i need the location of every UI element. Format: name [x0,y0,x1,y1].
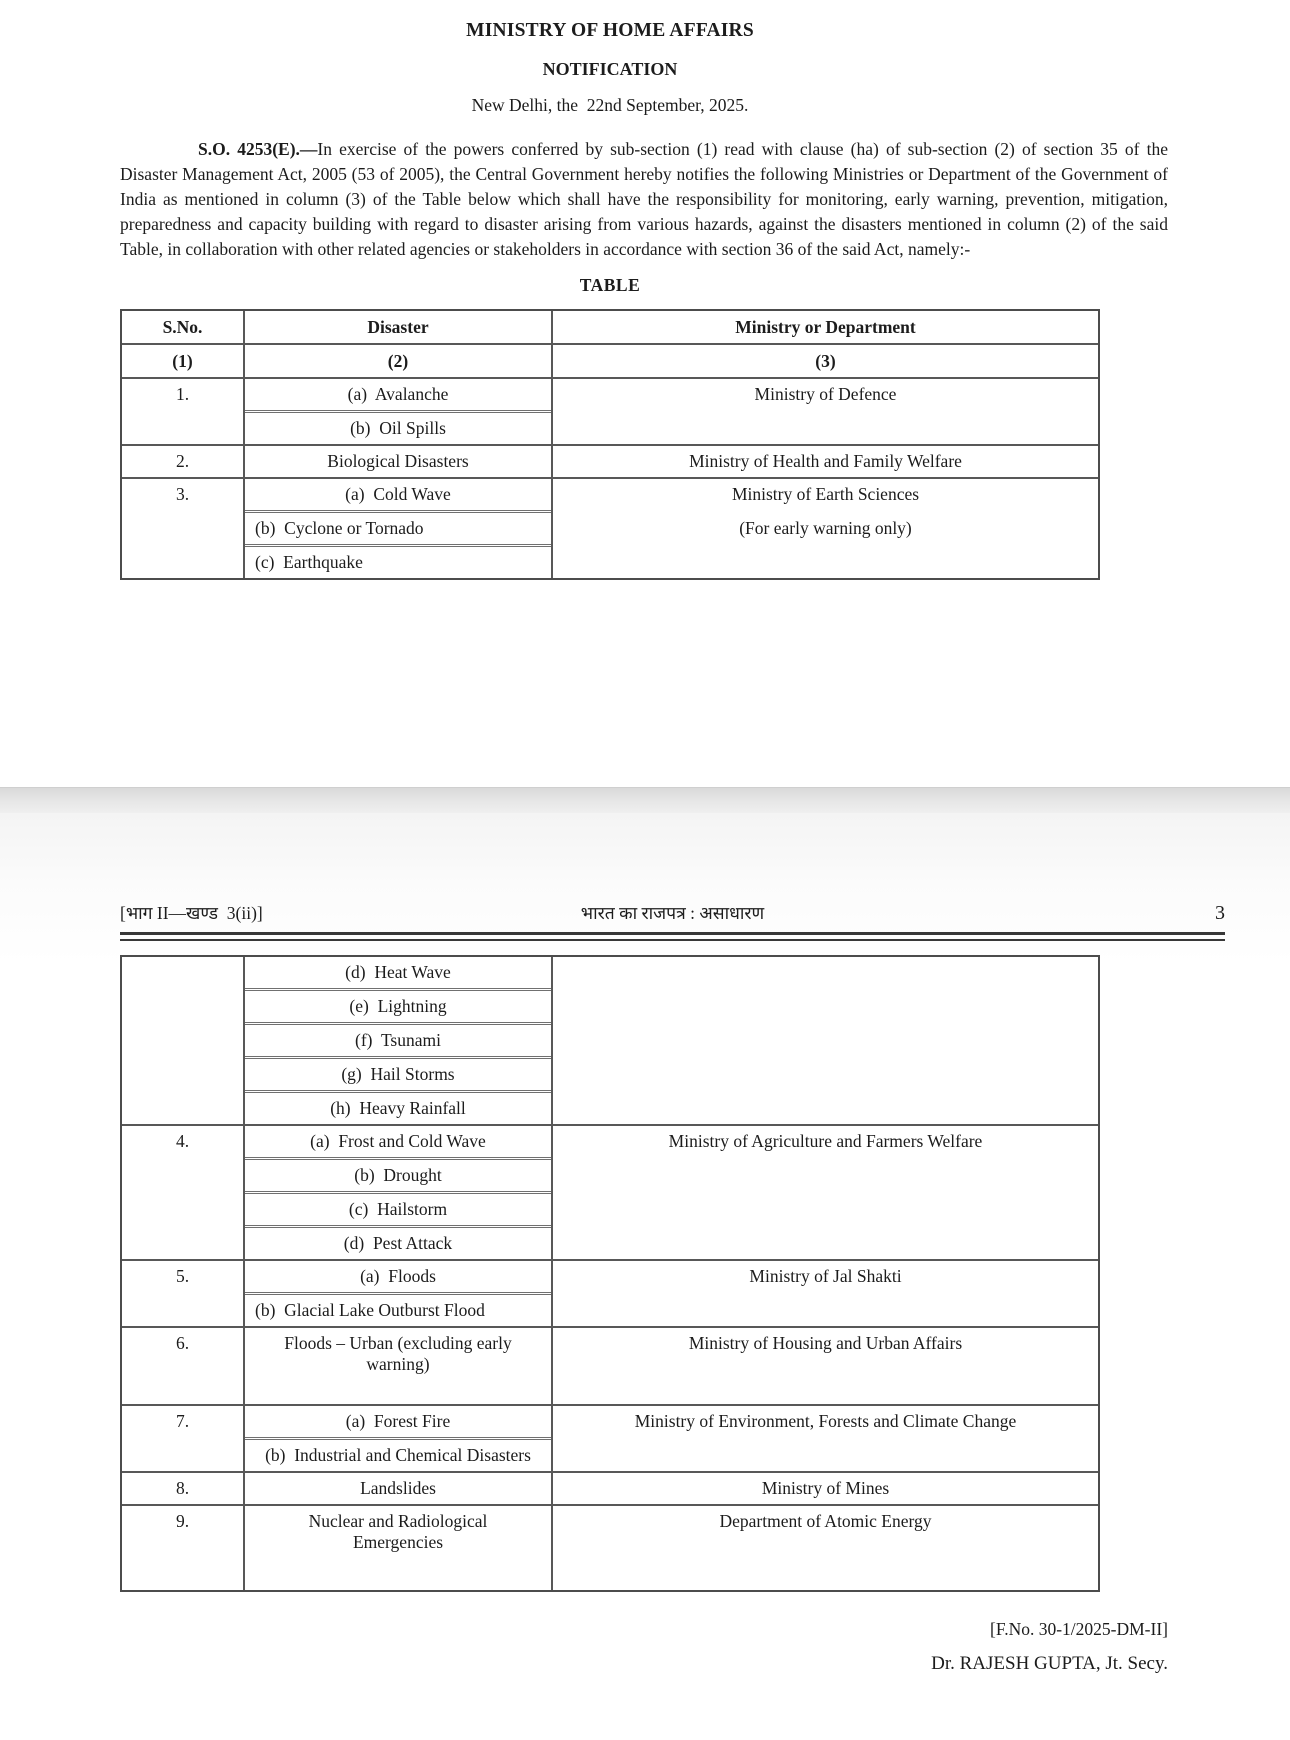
header-ministry: Ministry or Department [735,317,916,337]
row1-disasters [245,379,553,444]
row5-ministry: Ministry of Jal Shakti [749,1266,902,1286]
row4-ministry: Ministry of Agriculture and Farmers Welfare [668,1131,983,1151]
row3-sno: 3. [122,479,245,578]
row4-sno: 4. [122,1126,245,1259]
row7-sno: 7. [122,1406,245,1471]
row3cont-sno-empty [122,957,245,1124]
row3cont-disasters [245,957,553,1124]
row8-ministry: Ministry of Mines [761,1478,890,1498]
row3-item-f: (f) Tsunami [245,1022,551,1056]
row7-item-b: (b) Industrial and Chemical Disasters [245,1437,551,1471]
colnum-2: (2) [245,345,553,377]
disaster-table-page1 [120,309,1100,580]
row1-item-a: (a) Avalanche [347,384,449,404]
disaster-table-page2 [120,955,1100,1592]
gazette-page-2 [0,813,1290,1740]
row3-item-b: (b) Cyclone or Tornado [245,510,551,544]
row1-item-b: (b) Oil Spills [245,410,551,444]
document-footer [120,1619,1168,1675]
row9-sno: 9. [122,1506,245,1590]
row5-item-b: (b) Glacial Lake Outburst Flood [245,1292,551,1326]
row3-item-c: (c) Earthquake [245,544,551,578]
table-row-3 [122,477,1098,578]
row1-sno: 1. [122,379,245,444]
file-number: [F.No. 30-1/2025-DM-II] [990,1619,1168,1639]
row6-disaster: Floods – Urban (excluding early warning) [245,1328,553,1404]
row9-ministry: Department of Atomic Energy [719,1511,932,1531]
paragraph-body: In exercise of the powers conferred by sub-section (1) read with clause (ha) of sub-section (2) of section 35 of the Disaster Management Act, 2005 (53 of 2005), the Central Government hereby notifies the following Ministries or Department of the Government of India as mentioned in column (3) of the Table below which shall have the responsibility for monitoring, early warning, prevention, mitigation, preparedness and capacity building with regard to disaster arising from various hazards, against the disasters mentioned in column (2) of the said Table, in collaboration with other related agencies or stakeholders in accordance with section 36 of the said Act, namely:- [120,139,1168,259]
row5-sno: 5. [122,1261,245,1326]
row5-item-a: (a) Floods [360,1266,436,1286]
table-row-7 [122,1404,1098,1471]
table-row-6 [122,1326,1098,1404]
table-row-8 [122,1471,1098,1504]
notification-heading: NOTIFICATION [542,59,678,79]
notification-paragraph [120,137,1168,262]
row6-sno: 6. [122,1328,245,1404]
page-number: 3 [1215,902,1226,924]
header-gazette-title: भारत का राजपत्र : असाधारण [580,903,765,923]
row4-item-b: (b) Drought [245,1157,551,1191]
row3-ministry-line2: (For early warning only) [739,518,912,538]
header-part-section: [भाग II—खण्ड 3(ii)] [120,903,263,923]
row3-item-d: (d) Heat Wave [345,962,451,982]
row4-item-d: (d) Pest Attack [245,1225,551,1259]
signatory-name: Dr. RAJESH GUPTA, Jt. Secy. [931,1653,1168,1674]
row1-ministry: Ministry of Defence [754,384,897,404]
gazette-page-1 [0,0,1290,787]
so-number: S.O. 4253(E).— [198,139,318,159]
ministry-title: MINISTRY OF HOME AFFAIRS [466,20,754,41]
table-row-5 [122,1259,1098,1326]
row3-item-a: (a) Cold Wave [345,484,451,504]
row3-item-g: (g) Hail Storms [245,1056,551,1090]
row6-ministry: Ministry of Housing and Urban Affairs [688,1333,963,1353]
table-header-row [122,311,1098,343]
place-date-line: New Delhi, the 22nd September, 2025. [471,95,749,115]
row2-disaster: Biological Disasters [245,446,553,477]
row2-sno: 2. [122,446,245,477]
colnum-1: (1) [122,345,245,377]
row4-disasters [245,1126,553,1259]
row8-sno: 8. [122,1473,245,1504]
column-number-row [122,343,1098,377]
row7-ministry: Ministry of Environment, Forests and Climate Change [634,1411,1017,1431]
row7-item-a: (a) Forest Fire [345,1411,451,1431]
row5-disasters [245,1261,553,1326]
header-double-rule [120,932,1225,941]
table-row-9 [122,1504,1098,1590]
row7-disasters [245,1406,553,1471]
gazette-running-header [120,901,1225,925]
table-row-3-continued [122,957,1098,1124]
row3-item-h: (h) Heavy Rainfall [245,1090,551,1124]
row4-item-a: (a) Frost and Cold Wave [310,1131,486,1151]
row3cont-ministry-empty [553,957,1098,1124]
row3-disasters [245,479,553,578]
table-row-4 [122,1124,1098,1259]
table-caption: TABLE [579,275,641,295]
colnum-3: (3) [815,351,836,371]
header-sno: S.No. [122,311,245,343]
row3-item-e: (e) Lightning [245,988,551,1022]
row9-disaster: Nuclear and Radiological Emergencies [245,1506,553,1590]
row3-ministry-line1: Ministry of Earth Sciences [731,484,920,504]
table-row-2 [122,444,1098,477]
row3-ministry [553,479,1098,578]
row8-disaster: Landslides [245,1473,553,1504]
page-separator [0,787,1290,813]
row2-ministry: Ministry of Health and Family Welfare [689,451,962,471]
table-row-1 [122,377,1098,444]
header-disaster: Disaster [245,311,553,343]
row4-item-c: (c) Hailstorm [245,1191,551,1225]
